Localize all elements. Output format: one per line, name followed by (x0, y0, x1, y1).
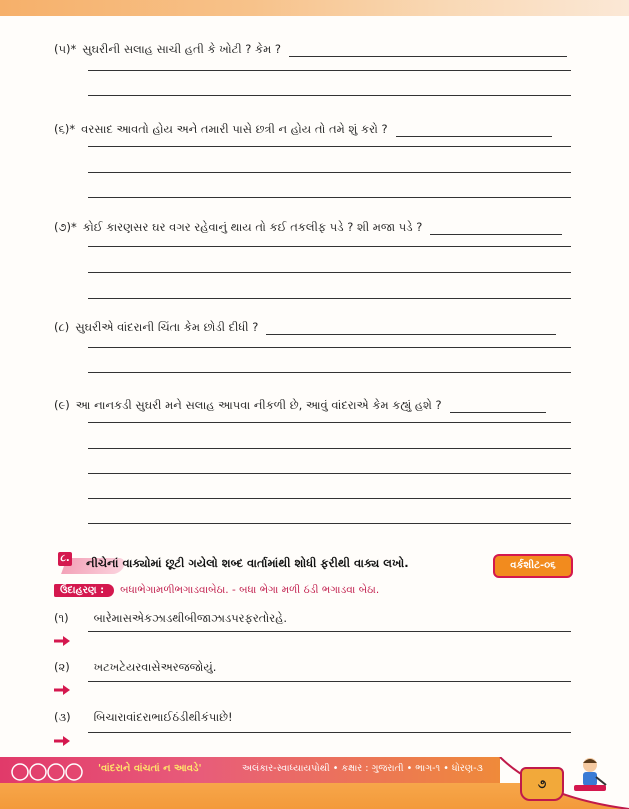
example-row (54, 582, 379, 598)
answer-line[interactable] (88, 172, 571, 173)
answer-line[interactable] (88, 473, 571, 474)
question-text: વરસાદ આવતો હોય અને તમારી પાસે છત્રી ન હોય તો તમે શું કરો ? (81, 122, 388, 136)
question-number: (૮) (54, 320, 70, 334)
answer-line[interactable] (88, 422, 571, 423)
answer-line[interactable] (88, 298, 571, 299)
question-number: (૫)* (54, 42, 77, 56)
example-label: ઉદાહરણ : (54, 584, 114, 597)
question-5 (54, 42, 567, 57)
answer-line[interactable] (88, 498, 571, 499)
question-8 (54, 320, 556, 335)
answer-line[interactable] (88, 272, 571, 273)
top-decorative-bar (0, 0, 629, 16)
answer-line[interactable] (88, 732, 571, 733)
answer-line[interactable] (450, 412, 546, 413)
footer-story-title: 'વાંદરાને વાંચતાં ન આવડે' (98, 763, 202, 774)
item-3 (54, 710, 233, 725)
question-number: (૬)* (54, 122, 76, 136)
item-1 (54, 611, 287, 626)
answer-line[interactable] (289, 56, 567, 57)
footer (0, 757, 629, 809)
item-number: (૩) (54, 710, 71, 724)
arrow-right-icon (54, 735, 70, 747)
item-text: ખટખટેયરવાસેઅરજજોયું. (93, 660, 217, 674)
question-number: (૯) (54, 398, 70, 412)
question-number: (૭)* (54, 220, 77, 234)
question-text: સુઘરીની સલાહ સાચી હતી કે ખોટી ? કેમ ? (82, 42, 282, 56)
item-2 (54, 660, 216, 675)
example-sentence: બધાભેગામળીભગાડવાબેઠા. - બધા ભેગા મળી ઠંડી ભગાડવા બેઠા. (120, 583, 380, 596)
answer-line[interactable] (88, 372, 571, 373)
answer-line[interactable] (88, 70, 571, 71)
question-9 (54, 398, 546, 413)
exercise-title: નીચેનાં વાક્યોમાં છૂટી ગયેલો શબ્દ વાર્તામાંથી શોધી ફરીથી વાક્ય લખો. (86, 556, 409, 570)
circles-decoration-icon (10, 761, 90, 783)
worksheet-tag: વર્કશીટ-૦૬ (493, 554, 573, 578)
item-number: (૨) (54, 660, 70, 674)
question-text: આ નાનકડી સુઘરી મને સલાહ આપવા નીકળી છે, આવું વાંદરાએ કેમ કહ્યું હશે ? (75, 398, 442, 412)
answer-line[interactable] (266, 334, 556, 335)
answer-line[interactable] (396, 136, 552, 137)
question-text: કોઈ કારણસર ઘર વગર રહેવાનું થાય તો કઈ તકલીફ પડે ? શી મજા પડે ? (82, 220, 423, 234)
answer-line[interactable] (88, 197, 571, 198)
page-number: ૭ (520, 767, 564, 801)
item-text: બિચારાવાંદરાભાઈઠંડીથીકંપાછે! (93, 710, 233, 724)
answer-line[interactable] (430, 234, 562, 235)
answer-line[interactable] (88, 523, 571, 524)
question-6 (54, 122, 552, 137)
answer-line[interactable] (88, 631, 571, 632)
answer-line[interactable] (88, 448, 571, 449)
question-7 (54, 220, 562, 235)
exercise-number: ૮. (58, 552, 72, 566)
answer-line[interactable] (88, 681, 571, 682)
answer-line[interactable] (88, 246, 571, 247)
arrow-right-icon (54, 635, 70, 647)
answer-line[interactable] (88, 146, 571, 147)
item-text: બારેમાસએકઝાડથીબીજાઝાડપરફરતોરહે. (93, 611, 288, 625)
question-text: સુઘરીએ વાંદરાની ચિંતા કેમ છોડી દીધી ? (75, 320, 259, 334)
answer-line[interactable] (88, 95, 571, 96)
footer-series-info: અલંકાર-સ્વાધ્યાયપોથી • કક્ષાર : ગુજરાતી • ભાગ-૧ • ધોરણ-૩ (242, 763, 483, 774)
answer-line[interactable] (88, 347, 571, 348)
arrow-right-icon (54, 684, 70, 696)
item-number: (૧) (54, 611, 69, 625)
child-writing-icon (568, 755, 612, 799)
